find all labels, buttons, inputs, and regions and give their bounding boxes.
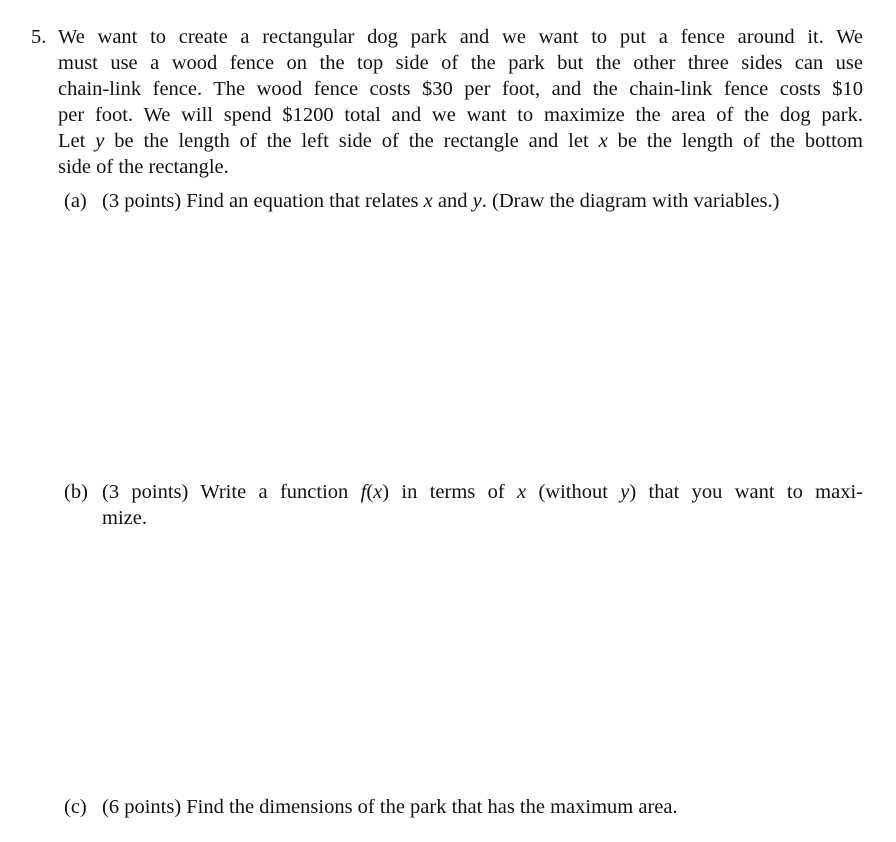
- part-a-label: (a): [64, 190, 87, 212]
- part-b-line: (3 points) Write a function f(x) in terms of x (without y) that you want to maxi-: [102, 481, 863, 503]
- part-b-label: (b): [64, 481, 88, 503]
- statement-line: must use a wood fence on the top side of the park but the other three sides can use: [58, 52, 863, 74]
- statement-line: We want to create a rectangular dog park and we want to put a fence around it. We: [58, 26, 863, 48]
- problem-number: 5.: [31, 26, 47, 48]
- statement-line: side of the rectangle.: [58, 156, 229, 178]
- statement-line: Let y be the length of the left side of the rectangle and let x be the length of the bottom: [58, 130, 864, 152]
- part-c-label: (c): [64, 796, 87, 818]
- part-c-text: (6 points) Find the dimensions of the park that has the maximum area.: [102, 796, 678, 818]
- part-b-line: mize.: [102, 507, 147, 529]
- problem-statement: [58, 24, 863, 180]
- part-b-text: [102, 479, 863, 531]
- part-a-text: (3 points) Find an equation that relates x and y. (Draw the diagram with variables.): [102, 190, 780, 212]
- statement-line: chain-link fence. The wood fence costs $30 per foot, and the chain-link fence costs $10: [58, 78, 863, 100]
- statement-line: per foot. We will spend $1200 total and we want to maximize the area of the dog park.: [58, 104, 863, 126]
